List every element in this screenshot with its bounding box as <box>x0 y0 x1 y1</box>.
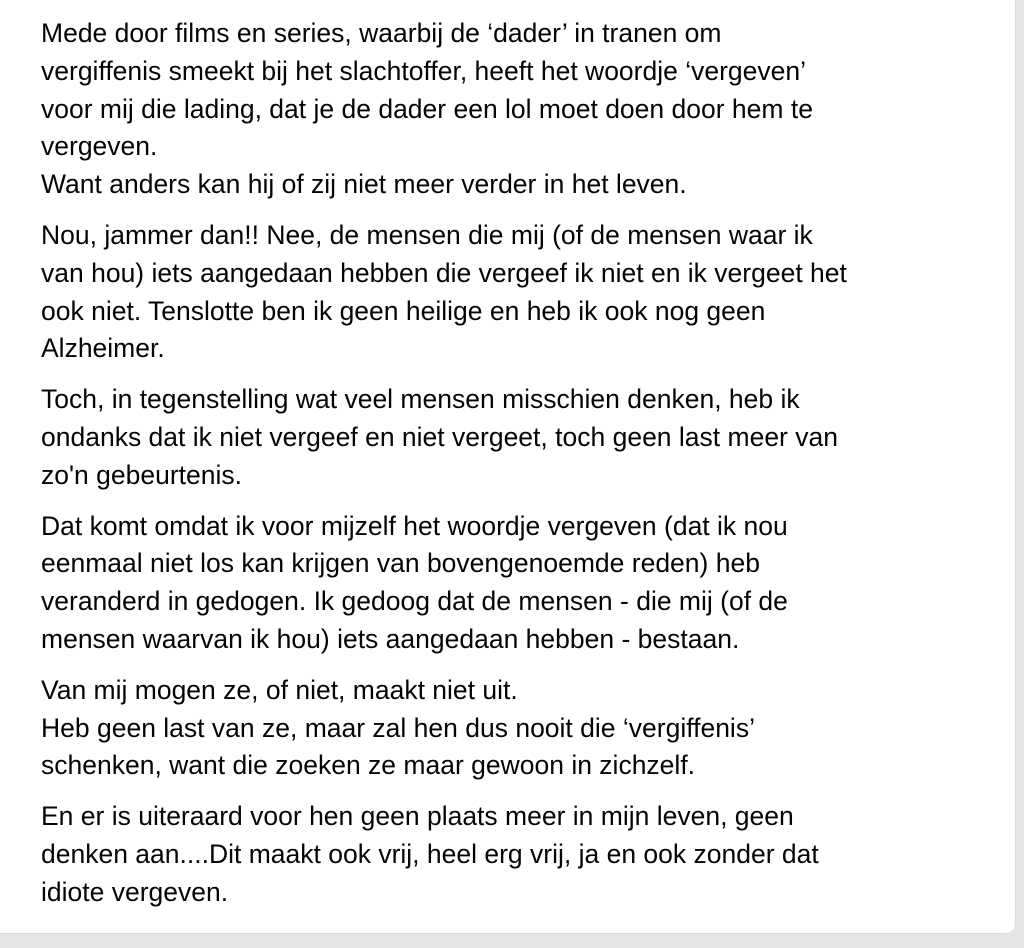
text-line: Heb geen last van ze, maar zal hen dus nooit die ‘vergiffenis’ <box>41 712 755 743</box>
text-line: van hou) iets aangedaan hebben die vergeef ik niet en ik vergeet het <box>41 257 847 288</box>
text-line: ondanks dat ik niet vergeef en niet vergeet, toch geen last meer van <box>41 421 838 452</box>
text-line: mensen waarvan ik hou) iets aangedaan hebben - bestaan. <box>41 623 740 654</box>
text-line: Dat komt omdat ik voor mijzelf het woordje vergeven (dat ik nou <box>41 510 788 541</box>
text-line: Mede door films en series, waarbij de ‘dader’ in tranen om <box>41 18 722 48</box>
text-line: voor mij die lading, dat je de dader een lol moet doen door hem te <box>41 93 813 124</box>
text-line: Nou, jammer dan!! Nee, de mensen die mij (of de mensen waar ik <box>41 219 813 250</box>
paragraph-3 <box>41 381 991 494</box>
text-line: Want anders kan hij of zij niet meer verder in het leven. <box>41 169 687 200</box>
text-line: vergeven. <box>41 131 158 162</box>
post-text <box>41 15 991 925</box>
text-line: Alzheimer. <box>41 333 165 364</box>
paragraph-6 <box>41 798 991 911</box>
text-line: veranderd in gedogen. Ik gedoog dat de mensen - die mij (of de <box>41 586 788 617</box>
text-line: idiote vergeven. <box>41 876 229 907</box>
text-line: Toch, in tegenstelling wat veel mensen misschien denken, heb ik <box>41 384 800 415</box>
text-line: Van mij mogen ze, of niet, maakt niet uit. <box>41 674 518 705</box>
text-line: denken aan....Dit maakt ook vrij, heel erg vrij, ja en ook zonder dat <box>41 838 819 869</box>
text-line: vergiffenis smeekt bij het slachtoffer, heeft het woordje ‘vergeven’ <box>41 55 807 86</box>
text-line: En er is uiteraard voor hen geen plaats meer in mijn leven, geen <box>41 801 794 832</box>
paragraph-1 <box>41 15 991 204</box>
text-line: ook niet. Tenslotte ben ik geen heilige en heb ik ook nog geen <box>41 295 766 326</box>
paragraph-5 <box>41 672 991 785</box>
text-line: eenmaal niet los kan krijgen van bovengenoemde reden) heb <box>41 548 760 579</box>
paragraph-2 <box>41 217 991 368</box>
text-line: zo'n gebeurtenis. <box>41 459 243 490</box>
paragraph-4 <box>41 508 991 659</box>
text-line: schenken, want die zoeken ze maar gewoon in zichzelf. <box>41 750 696 781</box>
